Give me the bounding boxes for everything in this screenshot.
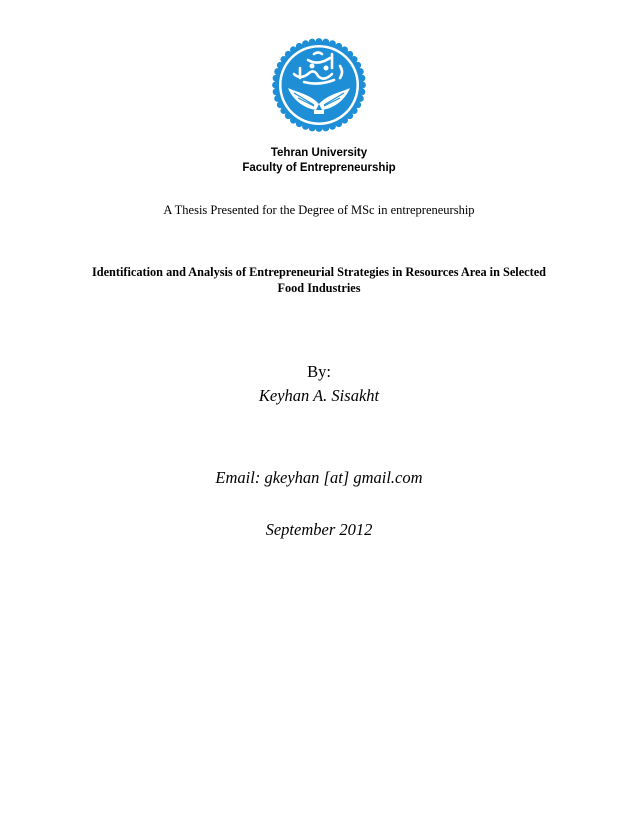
seal-scallop: [309, 39, 316, 46]
seal-scallop: [359, 75, 366, 82]
seal-scallop: [335, 43, 342, 50]
seal-scallop: [357, 68, 364, 75]
seal-scallop: [273, 75, 280, 82]
seal-scallop: [296, 120, 303, 127]
university-name: Tehran University: [270, 147, 368, 159]
seal-scallop: [277, 101, 284, 108]
seal-scallop: [273, 88, 280, 95]
seal-scallop: [274, 95, 281, 102]
thesis-title: [60, 264, 578, 296]
seal-scallop: [359, 88, 366, 95]
seal-scallop: [322, 125, 329, 132]
by-label: By:: [307, 362, 331, 381]
seal-scallop: [285, 51, 292, 58]
seal-scallop: [357, 95, 364, 102]
seal-scallop: [351, 56, 358, 63]
seal-scallop: [346, 112, 353, 119]
seal-scallop: [351, 107, 358, 114]
seal-scallop: [335, 120, 342, 127]
faculty-name: Faculty of Entrepreneurship: [242, 162, 396, 174]
seal-scallop: [316, 125, 323, 132]
seal-scallop: [280, 56, 287, 63]
seal-scallop: [354, 62, 361, 69]
thesis-statement: A Thesis Presented for the Degree of MSc in entrepreneurship: [163, 203, 475, 217]
seal-scallop: [329, 40, 336, 47]
seal-scallop: [302, 40, 309, 47]
author-name: Keyhan A. Sisakht: [258, 386, 380, 405]
university-seal-logo: [270, 38, 368, 132]
seal-scallop: [346, 51, 353, 58]
seal-scallop: [354, 101, 361, 108]
seal-scallop: [316, 38, 323, 45]
seal-scallop: [302, 123, 309, 130]
seal-scallop: [280, 107, 287, 114]
seal-scallop: [290, 117, 297, 124]
thesis-title-line-2: Food Industries: [277, 281, 361, 295]
seal-scallop: [274, 68, 281, 75]
thesis-title-line-1: Identification and Analysis of Entrepreneurial Strategies in Resources Area in Selected: [91, 265, 547, 279]
seal-scallop: [341, 46, 348, 53]
seal-scallop: [309, 125, 316, 132]
seal-scallop: [341, 117, 348, 124]
seal-scallop: [329, 123, 336, 130]
submission-date: September 2012: [265, 520, 373, 539]
seal-scallop: [296, 43, 303, 50]
university-header: [0, 146, 638, 176]
seal-scallop: [272, 82, 279, 89]
seal-scallop: [322, 39, 329, 46]
seal-scallop: [277, 62, 284, 69]
seal-scallop: [285, 112, 292, 119]
seal-scallop: [290, 46, 297, 53]
seal-scallop: [359, 82, 366, 89]
university-seal-icon: [270, 38, 368, 132]
author-email: Email: gkeyhan [at] gmail.com: [215, 468, 423, 487]
